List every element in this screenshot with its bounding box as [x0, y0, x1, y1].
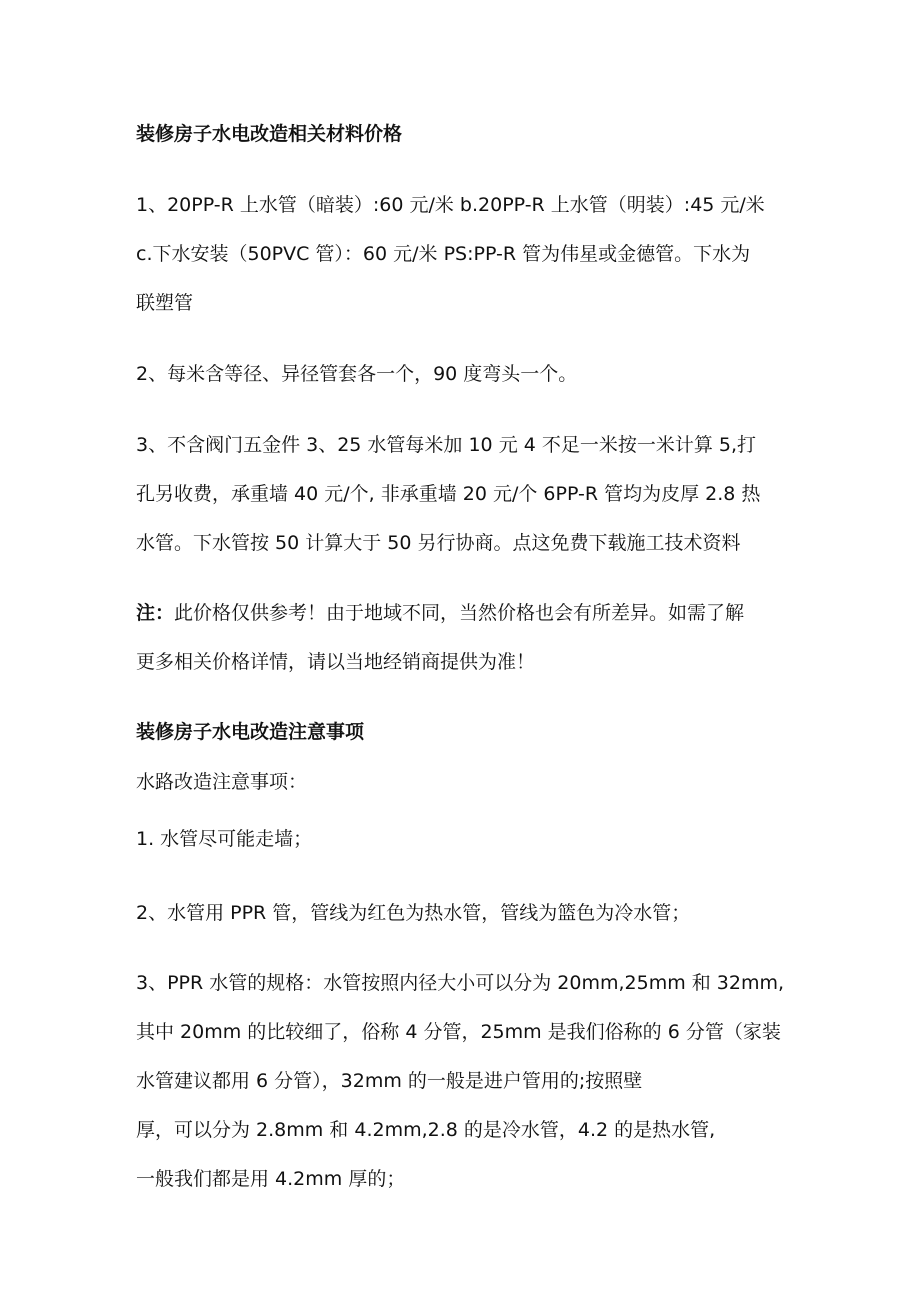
precaution-item-3-line-1: 3、PPR 水管的规格：水管按照内径大小可以分为 20mm,25mm 和 32mm, — [136, 972, 785, 994]
precaution-item-1: 1. 水管尽可能走墙； — [136, 828, 313, 850]
note-text: 此价格仅供参考！由于地域不同，当然价格也会有所差异。如需了解 — [174, 602, 745, 624]
price-item-3-line-1: 3、不含阀门五金件 3、25 水管每米加 10 元 4 不足一米按一米计算 5,打 — [136, 434, 757, 456]
note-label: 注： — [136, 602, 175, 624]
price-item-3-line-2: 孔另收费，承重墙 40 元/个, 非承重墙 20 元/个 6PP-R 管均为皮厚 2.8 热 — [136, 483, 761, 505]
price-note-line-1 — [136, 601, 744, 625]
precaution-item-2: 2、水管用 PPR 管，管线为红色为热水管，管线为篮色为冷水管； — [136, 902, 691, 924]
precaution-item-3-line-3: 水管建议都用 6 分管），32mm 的一般是进户管用的;按照壁 — [136, 1070, 643, 1092]
price-item-1-line-3: 联塑管 — [136, 292, 194, 314]
section-title-material-prices: 装修房子水电改造相关材料价格 — [136, 123, 403, 145]
price-item-1-line-2: c.下水安装（50PVC 管）：60 元/米 PS:PP-R 管为伟星或金德管。下水为 — [136, 243, 751, 265]
price-item-2: 2、每米含等径、异径管套各一个，90 度弯头一个。 — [136, 363, 578, 385]
precaution-item-3-line-5: 一般我们都是用 4.2mm 厚的； — [136, 1168, 406, 1190]
water-route-subtitle: 水路改造注意事项： — [136, 771, 308, 793]
precaution-item-3-line-2: 其中 20mm 的比较细了，俗称 4 分管，25mm 是我们俗称的 6 分管（家装 — [136, 1021, 781, 1043]
price-note-line-2: 更多相关价格详情，请以当地经销商提供为准！ — [136, 651, 536, 673]
price-item-1-line-1: 1、20PP-R 上水管（暗装）:60 元/米 b.20PP-R 上水管（明装）:45 元/米 — [136, 194, 765, 216]
price-item-3-line-3: 水管。下水管按 50 计算大于 50 另行协商。点这免费下载施工技术资料 — [136, 532, 741, 554]
precaution-item-3-line-4: 厚，可以分为 2.8mm 和 4.2mm,2.8 的是冷水管，4.2 的是热水管, — [136, 1119, 716, 1141]
section-title-precautions: 装修房子水电改造注意事项 — [136, 721, 365, 743]
